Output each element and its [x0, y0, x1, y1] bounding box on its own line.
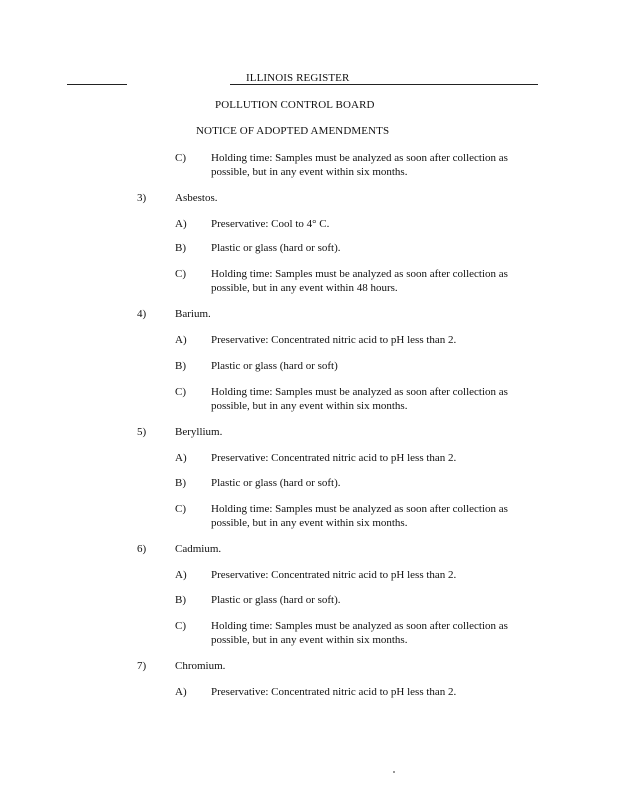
item-label: A): [175, 218, 187, 230]
item-text: Preservative: Concentrated nitric acid to pH less than 2.: [211, 686, 457, 698]
register-title: ILLINOIS REGISTER: [246, 72, 350, 84]
item-label: C): [175, 386, 186, 398]
item-text: Holding time: Samples must be analyzed as soon after collection as possible, but in any event within 48 hours.: [211, 268, 508, 294]
section-number: 4): [137, 308, 147, 320]
item-label: C): [175, 268, 186, 280]
item-text: Preservative: Concentrated nitric acid to pH less than 2.: [211, 569, 457, 581]
item-text: Preservative: Concentrated nitric acid to pH less than 2.: [211, 334, 457, 346]
item-text: Plastic or glass (hard or soft).: [211, 477, 341, 489]
item-text: Holding time: Samples must be analyzed as soon after collection as possible, but in any event within six months.: [211, 620, 508, 646]
item-text: Holding time: Samples must be analyzed as soon after collection as possible, but in any event within six months.: [211, 503, 508, 529]
item-label: A): [175, 334, 187, 346]
notice-title: NOTICE OF ADOPTED AMENDMENTS: [196, 125, 390, 137]
header-rule-left: [67, 84, 127, 85]
item-text: Plastic or glass (hard or soft).: [211, 594, 341, 606]
item-label: C): [175, 152, 186, 164]
section-title: Barium.: [175, 308, 211, 320]
section-number: 7): [137, 660, 147, 672]
item-label: C): [175, 503, 186, 515]
section-title: Asbestos.: [175, 192, 218, 204]
item-text: Plastic or glass (hard or soft): [211, 360, 338, 372]
section-title: Beryllium.: [175, 426, 223, 438]
section-title: Chromium.: [175, 660, 226, 672]
section-number: 6): [137, 543, 147, 555]
item-label: B): [175, 594, 186, 606]
item-text: Plastic or glass (hard or soft).: [211, 242, 341, 254]
agency-title: POLLUTION CONTROL BOARD: [215, 99, 375, 111]
item-label: B): [175, 242, 186, 254]
item-text: Preservative: Cool to 4° C.: [211, 218, 330, 230]
item-label: B): [175, 360, 186, 372]
item-text: Holding time: Samples must be analyzed as soon after collection as possible, but in any event within six months.: [211, 152, 508, 178]
item-label: A): [175, 452, 187, 464]
item-label: C): [175, 620, 186, 632]
item-label: A): [175, 686, 187, 698]
item-label: B): [175, 477, 186, 489]
section-title: Cadmium.: [175, 543, 222, 555]
item-label: A): [175, 569, 187, 581]
item-text: Holding time: Samples must be analyzed as soon after collection as possible, but in any event within six months.: [211, 386, 508, 412]
section-number: 3): [137, 192, 147, 204]
section-number: 5): [137, 426, 147, 438]
scan-speck: [393, 771, 395, 773]
header-rule: [230, 84, 538, 85]
item-text: Preservative: Concentrated nitric acid to pH less than 2.: [211, 452, 457, 464]
